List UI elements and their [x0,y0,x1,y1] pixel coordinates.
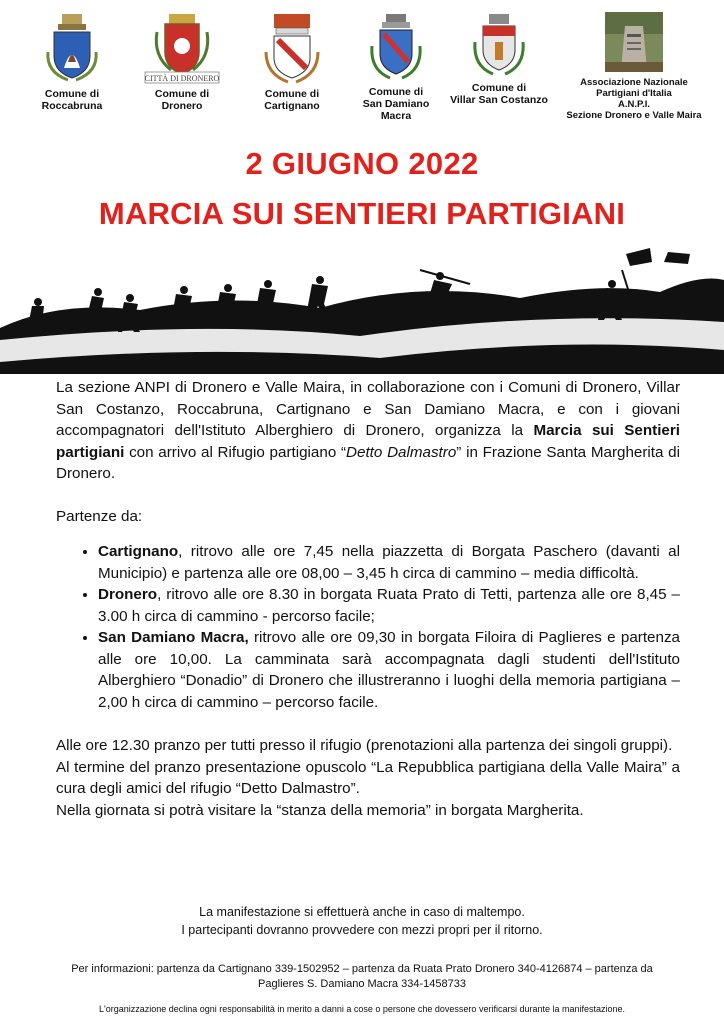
coat-of-arms-roccabruna-icon [44,12,100,84]
intro-paragraph [56,377,680,485]
intro-text: con arrivo al Rifugio partigiano “ [124,443,347,461]
event-date: 2 GIUGNO 2022 [245,146,479,181]
logo-caption [440,82,558,106]
logo-caption [32,88,112,112]
memory-room-paragraph: Nella giornata si potrà visitare la “stanza della memoria” in borgata Margherita. [56,801,584,819]
list-item [98,627,680,713]
intro-bold-text: Marcia sui Sentieri partigiani [56,422,680,461]
intro-italic-text: Detto Dalmastro [346,443,457,461]
caption-line: A.N.P.I. [617,99,651,110]
announcement-body [56,377,680,821]
caption-line: Comune di [368,86,424,98]
logo-caption [250,88,334,112]
logo-dronero [136,12,228,112]
departure-text: , ritrovo alle ore 7,45 nella piazzetta di Borgata Paschero (davanti al Municipio) e partenza alle ore 08,00 – 3,45 h circa di cammino – media difficoltà. [98,543,680,582]
intro-text: La sezione ANPI di Dronero e Valle Maira, in collaborazione con i Comuni di Dronero, Villar San Costanzo, Roccabruna, Cartignano e San Damiano Macra, e con i giovani accompagnatori dell'Istituto Alberghiero di Dronero, organizza la [56,379,680,439]
logo-caption [354,86,438,122]
caption-line: Comune di [264,88,320,100]
caption-line: Comune di [471,82,527,94]
logo-caption [556,77,712,121]
coat-of-arms-villar-icon [469,12,529,80]
caption-line: Associazione Nazionale [580,77,688,88]
disclaimer: L'organizzazione declina ogni responsabilità in merito a danni a cose o persone che dovessero verificarsi durante la manifestazione. [98,1004,626,1014]
caption-line: Villar San Costanzo [450,94,548,106]
coat-of-arms-dronero-icon [139,12,225,84]
logo-roccabruna [32,12,112,112]
logo-anpi [556,12,712,121]
booklet-paragraph: Al termine del pranzo presentazione opuscolo “La Repubblica partigiana della Valle Maira” a cura degli amici del rifugio “Detto Dalmastro”. [56,758,680,797]
logo-villar [440,12,558,106]
event-title: MARCIA SUI SENTIERI PARTIGIANI [98,196,626,231]
departures-label: Partenze da: [56,507,143,525]
logo-caption [136,88,228,112]
departure-place: Cartignano [98,543,179,560]
intro-text: ” in Frazione Santa Margherita di Dronero. [56,443,680,482]
note-line: La manifestazione si effettuerà anche in caso di maltempo. [199,905,525,919]
anpi-monument-photo-icon [605,12,663,72]
list-item [98,584,680,627]
caption-line: Partigiani d'Italia [596,88,672,99]
departure-text: ritrovo alle ore 09,30 in borgata Filoira di Paglieres e partenza alle ore 10,00. La camminata sarà accompagnata dagli studenti dell'Istituto Alberghiero “Donadio” di Dronero che illustreranno i luoghi della memoria partigiana – 2,00 h circa di cammino – percorso facile. [98,629,680,711]
departure-text: , ritrovo alle ore 8.30 in borgata Ruata Prato di Tetti, partenza alle ore 8,45 – 3.00 h circa di cammino - percorso facile; [98,586,680,625]
departures-list [56,541,680,713]
caption-line: Dronero [161,100,203,112]
logo-san-damiano [354,12,438,122]
caption-line: San Damiano [362,98,430,110]
caption-line: Sezione Dronero e Valle Maira [566,110,702,121]
partisan-march-silhouette-image [0,240,724,374]
caption-line: Roccabruna [41,100,103,112]
caption-line: Macra [380,110,412,122]
note-line: I partecipanti dovranno provvedere con mezzi propri per il ritorno. [181,923,543,937]
lunch-paragraph: Alle ore 12.30 pranzo per tutti presso il rifugio (prenotazioni alla partenza dei singoli gruppi). [56,737,673,754]
coat-of-arms-san-damiano-icon [366,12,426,84]
logo-cartignano [250,12,334,112]
departure-place: San Damiano Macra, [98,629,249,646]
logo-banner-text: CITTÀ DI DRONERO [144,74,220,83]
contact-info: Per informazioni: partenza da Cartignano 339-1502952 – partenza da Ruata Prato Dronero 340-4126874 – partenza da Paglieres S. Damiano Macra 334-1458733 [71,963,653,990]
coat-of-arms-cartignano-icon [262,12,322,84]
caption-line: Comune di [154,88,210,100]
list-item [98,541,680,584]
departure-place: Dronero [98,586,158,603]
weather-notes [0,903,724,939]
caption-line: Cartignano [264,100,320,112]
logo-row [0,12,724,137]
caption-line: Comune di [44,88,100,100]
